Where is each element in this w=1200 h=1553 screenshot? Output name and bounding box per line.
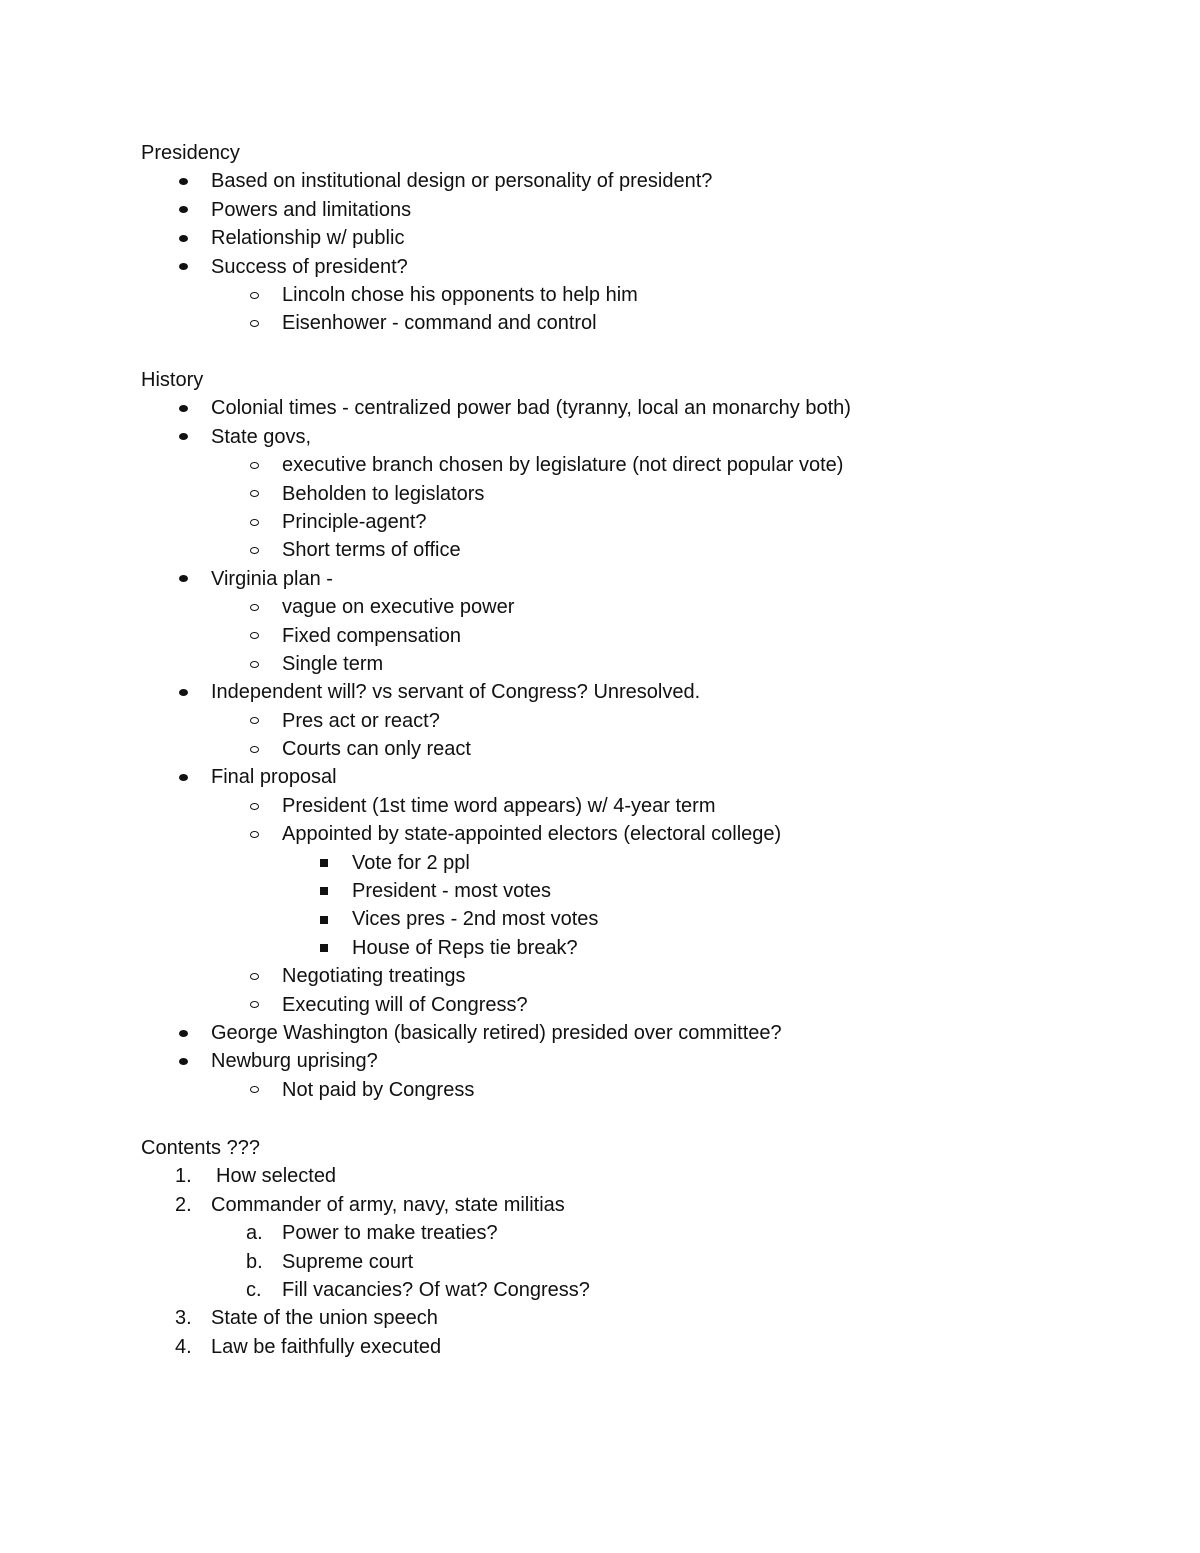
sub-bullet-item <box>141 281 712 309</box>
section-history <box>141 366 851 1104</box>
bullet-item <box>141 196 712 224</box>
section-heading: History <box>141 369 204 391</box>
bullet-text: Based on institutional design or personality of president? <box>211 170 713 193</box>
sub-bullet-item <box>141 707 851 735</box>
bullet-item <box>141 394 851 422</box>
bullet-text: Executing will of Congress? <box>282 993 528 1016</box>
bullet-text: Not paid by Congress <box>282 1078 475 1101</box>
bullet-text: Vices pres - 2nd most votes <box>352 908 599 931</box>
numbered-item <box>141 1304 590 1332</box>
bullet-circle-icon <box>246 1076 262 1104</box>
sub-bullet-item <box>141 309 712 337</box>
sub-bullet-item <box>141 820 851 848</box>
sub-bullet-item <box>141 792 851 820</box>
section-contents <box>141 1134 590 1361</box>
list-text: How selected <box>216 1165 337 1188</box>
bullet-text: George Washington (basically retired) presided over committee? <box>211 1021 782 1044</box>
bullet-square-icon <box>316 849 332 877</box>
bullet-circle-icon <box>246 309 262 337</box>
bullet-circle-icon <box>246 650 262 678</box>
bullet-circle-icon <box>246 593 262 621</box>
bullet-circle-icon <box>246 622 262 650</box>
bullet-circle-icon <box>246 820 262 848</box>
bullet-text: Powers and limitations <box>211 198 412 221</box>
bullet-item <box>141 224 712 252</box>
bullet-dot-icon <box>175 167 191 195</box>
sub-bullet-item <box>141 622 851 650</box>
list-letter: c. <box>246 1278 262 1301</box>
sub-bullet-item <box>141 962 851 990</box>
bullet-item <box>141 678 851 706</box>
list-number: 3. <box>175 1307 192 1330</box>
bullet-item <box>141 167 712 195</box>
bullet-item <box>141 253 712 281</box>
bullet-text: Virginia plan - <box>211 567 333 590</box>
list-letter: b. <box>246 1250 263 1273</box>
list-text: Law be faithfully executed <box>211 1335 442 1358</box>
sub-bullet-item <box>141 735 851 763</box>
bullet-circle-icon <box>246 451 262 479</box>
bullet-square-icon <box>316 934 332 962</box>
bullet-text: Vote for 2 ppl <box>352 851 470 874</box>
bullet-item <box>141 1019 851 1047</box>
numbered-item <box>141 1162 590 1190</box>
bullet-text: Success of president? <box>211 255 408 278</box>
bullet-text: Relationship w/ public <box>211 227 405 250</box>
bullet-item <box>141 1047 851 1075</box>
bullet-item <box>141 763 851 791</box>
bullet-circle-icon <box>246 735 262 763</box>
lettered-item <box>141 1219 590 1247</box>
section-heading: Presidency <box>141 142 240 164</box>
numbered-item <box>141 1191 590 1219</box>
bullet-dot-icon <box>175 224 191 252</box>
bullet-text: Eisenhower - command and control <box>282 312 597 335</box>
bullet-text: President (1st time word appears) w/ 4-year term <box>282 794 716 817</box>
bullet-dot-icon <box>175 565 191 593</box>
list-number: 1. <box>175 1165 192 1188</box>
sub-bullet-item <box>141 536 851 564</box>
list-text: State of the union speech <box>211 1307 438 1330</box>
bullet-text: Negotiating treatings <box>282 965 466 988</box>
bullet-text: Short terms of office <box>282 539 461 562</box>
bullet-circle-icon <box>246 508 262 536</box>
bullet-dot-icon <box>175 196 191 224</box>
bullet-text: vague on executive power <box>282 596 515 619</box>
sub-sub-bullet-item <box>141 877 851 905</box>
bullet-text: Lincoln chose his opponents to help him <box>282 283 638 306</box>
bullet-dot-icon <box>175 1047 191 1075</box>
section-heading: Contents ??? <box>141 1137 260 1159</box>
sub-sub-bullet-item <box>141 905 851 933</box>
lettered-item <box>141 1276 590 1304</box>
list-text: Fill vacancies? Of wat? Congress? <box>282 1278 590 1301</box>
bullet-circle-icon <box>246 792 262 820</box>
bullet-circle-icon <box>246 480 262 508</box>
list-number: 2. <box>175 1193 192 1216</box>
bullet-dot-icon <box>175 253 191 281</box>
bullet-text: Independent will? vs servant of Congress? Unresolved. <box>211 681 701 704</box>
bullet-circle-icon <box>246 536 262 564</box>
sub-bullet-item <box>141 991 851 1019</box>
bullet-item <box>141 565 851 593</box>
bullet-text: Courts can only react <box>282 738 471 761</box>
bullet-circle-icon <box>246 281 262 309</box>
bullet-item <box>141 423 851 451</box>
lettered-item <box>141 1248 590 1276</box>
bullet-text: Beholden to legislators <box>282 482 485 505</box>
list-number: 4. <box>175 1335 192 1358</box>
bullet-circle-icon <box>246 707 262 735</box>
bullet-text: Pres act or react? <box>282 709 440 732</box>
bullet-text: Fixed compensation <box>282 624 461 647</box>
bullet-dot-icon <box>175 763 191 791</box>
bullet-text: House of Reps tie break? <box>352 936 578 959</box>
sub-sub-bullet-item <box>141 849 851 877</box>
list-text: Power to make treaties? <box>282 1222 498 1245</box>
bullet-square-icon <box>316 905 332 933</box>
bullet-text: Colonial times - centralized power bad (tyranny, local an monarchy both) <box>211 397 851 420</box>
bullet-text: State govs, <box>211 425 312 448</box>
sub-bullet-item <box>141 508 851 536</box>
list-text: Supreme court <box>282 1250 414 1273</box>
bullet-dot-icon <box>175 678 191 706</box>
bullet-text: Final proposal <box>211 766 337 789</box>
sub-bullet-item <box>141 593 851 621</box>
bullet-dot-icon <box>175 423 191 451</box>
bullet-text: Appointed by state-appointed electors (electoral college) <box>282 823 782 846</box>
bullet-text: Newburg uprising? <box>211 1050 378 1073</box>
bullet-text: President - most votes <box>352 880 551 903</box>
section-presidency <box>141 139 712 338</box>
numbered-item <box>141 1333 590 1361</box>
bullet-square-icon <box>316 877 332 905</box>
bullet-text: Principle-agent? <box>282 510 427 533</box>
list-letter: a. <box>246 1222 263 1245</box>
sub-sub-bullet-item <box>141 934 851 962</box>
bullet-circle-icon <box>246 991 262 1019</box>
sub-bullet-item <box>141 480 851 508</box>
bullet-circle-icon <box>246 962 262 990</box>
bullet-dot-icon <box>175 1019 191 1047</box>
sub-bullet-item <box>141 451 851 479</box>
list-text: Commander of army, navy, state militias <box>211 1193 565 1216</box>
sub-bullet-item <box>141 650 851 678</box>
bullet-text: executive branch chosen by legislature (not direct popular vote) <box>282 454 844 477</box>
bullet-dot-icon <box>175 394 191 422</box>
sub-bullet-item <box>141 1076 851 1104</box>
bullet-text: Single term <box>282 652 384 675</box>
